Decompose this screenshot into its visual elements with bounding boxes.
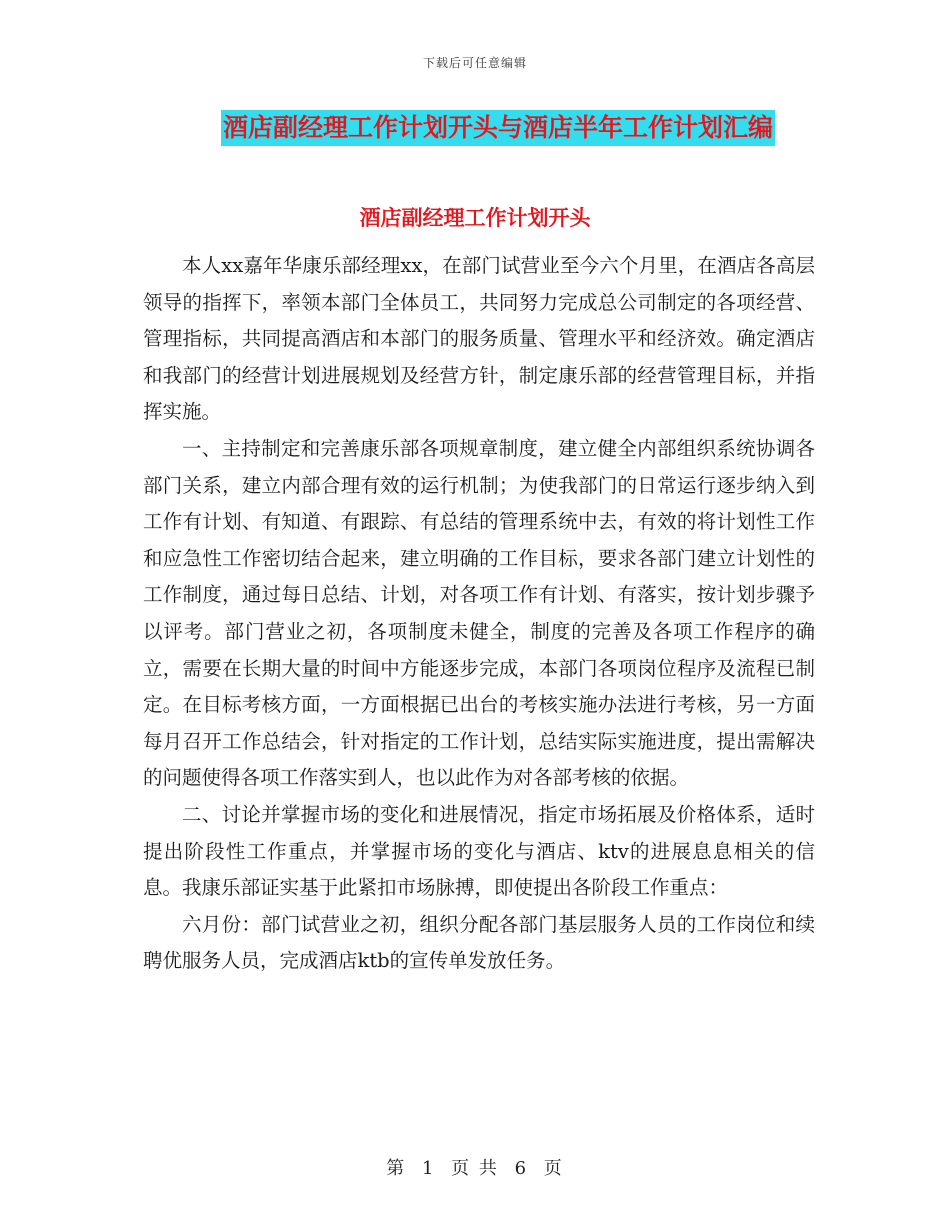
header-note: 下载后可任意编辑 <box>422 56 527 70</box>
page-footer <box>0 1154 950 1180</box>
document-title: 酒店副经理工作计划开头与酒店半年工作计划汇编 <box>221 110 775 146</box>
page-number: 1 <box>421 1158 436 1179</box>
section-title: 酒店副经理工作计划开头 <box>359 205 591 230</box>
page-total: 6 <box>514 1158 529 1179</box>
paragraph: 一、主持制定和完善康乐部各项规章制度，建立健全内部组织系统协调各部门关系，建立内部合理有效的运行机制；为使我部门的日常运行逐步纳入到工作有计划、有知道、有跟踪、有总结的管理系统中去，有效的将计划性工作和应急性工作密切结合起来，建立明确的工作目标，要求各部门建立计划性的工作制度，通过每日总结、计划，对各项工作有计划、有落实，按计划步骤予以评考。部门营业之初，各项制度未健全，制度的完善及各项工作程序的确立，需要在长期大量的时间中方能逐步完成，本部门各项岗位程序及流程已制定。在目标考核方面，一方面根据已出台的考核实施办法进行考核，另一方面每月召开工作总结会，针对指定的工作计划，总结实际实施进度，提出需解决的问题使得各项工作落实到人，也以此作为对各部考核的依据。 <box>143 436 815 790</box>
footer-suffix: 页 <box>543 1158 564 1179</box>
document-title-container <box>0 110 950 146</box>
footer-middle: 页 共 <box>451 1158 499 1179</box>
footer-prefix: 第 <box>386 1158 407 1179</box>
body-text <box>143 248 815 980</box>
paragraph: 本人xx嘉年华康乐部经理xx，在部门试营业至今六个月里，在酒店各高层领导的指挥下，率领本部门全体员工，共同努力完成总公司制定的各项经营、管理指标，共同提高酒店和本部门的服务质量、管理水平和经济效。确定酒店和我部门的经营计划进展规划及经营方针，制定康乐部的经营管理目标，并指挥实施。 <box>143 254 815 424</box>
paragraph: 二、讨论并掌握市场的变化和进展情况，指定市场拓展及价格体系，适时提出阶段性工作重点，并掌握市场的变化与酒店、ktv的进展息息相关的信息。我康乐部证实基于此紧扣市场脉搏，即使提出各阶段工作重点： <box>143 802 815 900</box>
paragraph: 六月份：部门试营业之初，组织分配各部门基层服务人员的工作岗位和续聘优服务人员，完成酒店ktb的宣传单发放任务。 <box>143 912 815 973</box>
